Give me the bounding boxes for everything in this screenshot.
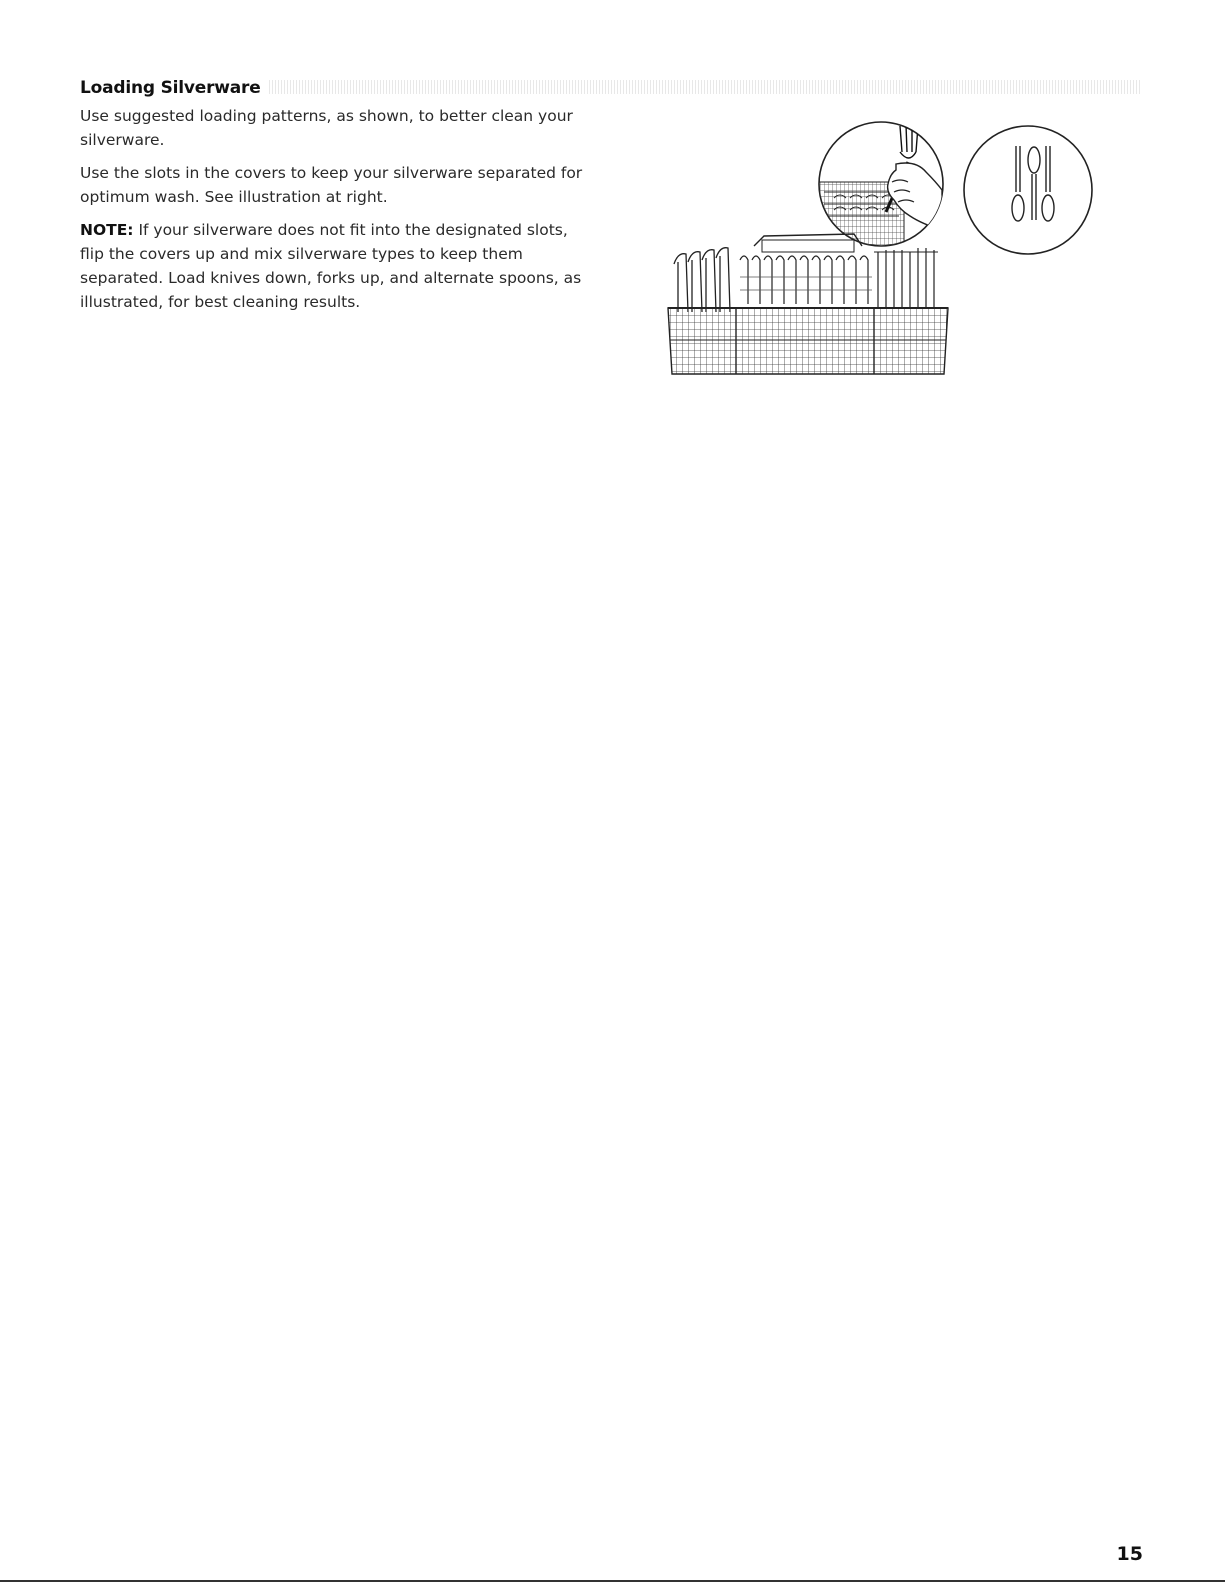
body-text [80, 104, 610, 323]
heading-rule [269, 80, 1140, 94]
paragraph-note [80, 218, 590, 314]
silverware-basket-icon [668, 234, 948, 374]
section-title: Loading Silverware [80, 78, 261, 98]
paragraph-slots: Use the slots in the covers to keep your silverware separated for optimum wash. See illustration at right. [80, 164, 583, 206]
note-label: NOTE: [80, 221, 134, 239]
page-bottom-rule [0, 1580, 1225, 1582]
fork-in-slot-detail-icon [819, 122, 943, 252]
spoons-alternating-detail-icon [964, 126, 1092, 254]
silverware-basket-illustration [664, 112, 1104, 382]
paragraph-loading-patterns: Use suggested loading patterns, as shown, to better clean your silverware. [80, 107, 573, 149]
section-heading [80, 72, 1140, 98]
page-number: 15 [1116, 1543, 1143, 1565]
note-text: If your silverware does not fit into the designated slots, flip the covers up and mix silverware types to keep them separated. Load knives down, forks up, and alternate spoons, as illustrated, for best cleaning results. [80, 221, 582, 311]
